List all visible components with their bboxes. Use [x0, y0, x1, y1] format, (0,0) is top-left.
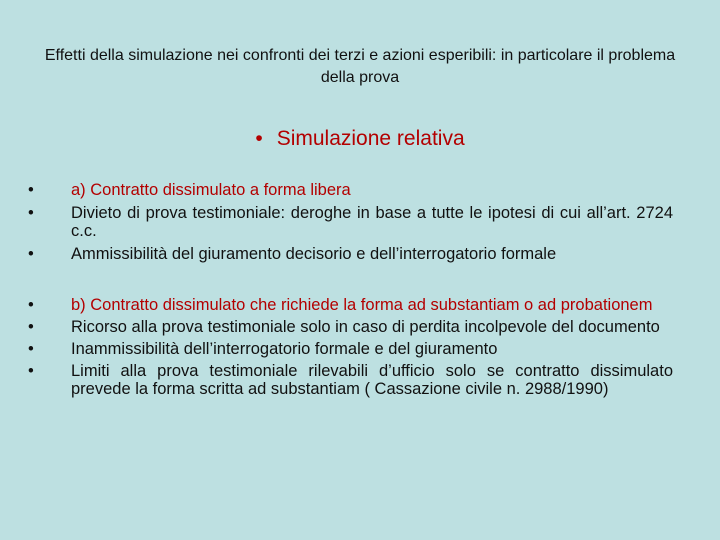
- list-item: [28, 362, 673, 398]
- slide-title: Effetti della simulazione nei confronti dei terzi e azioni esperibili: in particolare il problema della prova: [44, 47, 676, 86]
- list-item-text: Divieto di prova testimoniale: deroghe in base a tutte le ipotesi di cui all’art. 2724 c.c.: [71, 204, 673, 240]
- list-item: [28, 204, 673, 240]
- list-item-text: Ricorso alla prova testimoniale solo in caso di perdita incolpevole del documento: [71, 318, 660, 336]
- list-item-text: Ammissibilità del giuramento decisorio e dell’interrogatorio formale: [71, 245, 557, 263]
- bullet-icon: •: [28, 340, 34, 358]
- bullet-list-b: [28, 296, 673, 402]
- list-item-text: b) Contratto dissimulato che richiede la forma ad substantiam o ad probationem: [71, 296, 653, 314]
- list-item: [28, 181, 673, 199]
- bullet-icon: •: [28, 181, 34, 199]
- list-item: [28, 245, 673, 263]
- list-item-text: Limiti alla prova testimoniale rilevabili d’ufficio solo se contratto dissimulato prevede la forma scritta ad substantiam ( Cassazione civile n. 2988/1990): [71, 362, 673, 398]
- list-item-text: Inammissibilità dell’interrogatorio formale e del giuramento: [71, 340, 498, 358]
- bullet-icon: •: [28, 318, 34, 336]
- subtitle-text: Simulazione relativa: [276, 127, 465, 150]
- list-item: [28, 318, 673, 336]
- bullet-icon: •: [28, 362, 34, 380]
- list-item-text: a) Contratto dissimulato a forma libera: [71, 181, 351, 199]
- bullet-list-a: [28, 181, 673, 268]
- bullet-icon: •: [255, 127, 263, 150]
- slide-subtitle: [0, 127, 720, 151]
- list-item: [28, 340, 673, 358]
- bullet-icon: •: [28, 204, 34, 222]
- bullet-icon: •: [28, 245, 34, 263]
- bullet-icon: •: [28, 296, 34, 314]
- list-item: [28, 296, 673, 314]
